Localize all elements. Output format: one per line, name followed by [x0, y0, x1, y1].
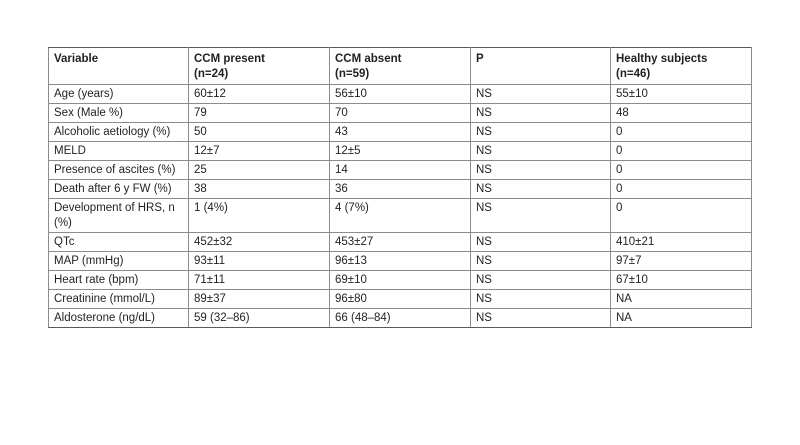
cell-healthy-subjects: NA: [611, 309, 752, 328]
data-table: [48, 47, 752, 328]
cell-p: NS: [471, 290, 611, 309]
cell-variable: Age (years): [49, 85, 189, 104]
table-row: [49, 199, 752, 233]
table-row: [49, 142, 752, 161]
table-body: [49, 85, 752, 328]
cell-variable: MAP (mmHg): [49, 252, 189, 271]
table-row: [49, 85, 752, 104]
cell-variable: Alcoholic aetiology (%): [49, 123, 189, 142]
cell-ccm-present: 1 (4%): [189, 199, 330, 233]
cell-p: NS: [471, 142, 611, 161]
cell-ccm-absent: 96±13: [330, 252, 471, 271]
cell-p: NS: [471, 123, 611, 142]
table-row: [49, 233, 752, 252]
table-row: [49, 271, 752, 290]
cell-p: NS: [471, 233, 611, 252]
cell-ccm-absent: 66 (48–84): [330, 309, 471, 328]
header-label: CCM present: [194, 53, 265, 65]
header-sublabel: (n=59): [335, 68, 370, 80]
table-row: [49, 252, 752, 271]
cell-ccm-present: 25: [189, 161, 330, 180]
cell-healthy-subjects: 97±7: [611, 252, 752, 271]
cell-ccm-present: 89±37: [189, 290, 330, 309]
cell-ccm-present: 71±11: [189, 271, 330, 290]
cell-healthy-subjects: 0: [611, 123, 752, 142]
table-row: [49, 123, 752, 142]
header-sublabel: (n=46): [616, 68, 651, 80]
cell-p: NS: [471, 309, 611, 328]
cell-variable: Development of HRS, n (%): [49, 199, 189, 233]
cell-ccm-absent: 43: [330, 123, 471, 142]
table-row: [49, 104, 752, 123]
cell-ccm-absent: 96±80: [330, 290, 471, 309]
header-ccm-present: [189, 48, 330, 85]
cell-p: NS: [471, 104, 611, 123]
cell-healthy-subjects: 0: [611, 142, 752, 161]
cell-ccm-absent: 36: [330, 180, 471, 199]
cell-ccm-absent: 14: [330, 161, 471, 180]
table-row: [49, 290, 752, 309]
cell-ccm-present: 12±7: [189, 142, 330, 161]
cell-ccm-absent: 12±5: [330, 142, 471, 161]
cell-healthy-subjects: 410±21: [611, 233, 752, 252]
header-row: [49, 48, 752, 85]
header-label: Healthy subjects: [616, 53, 708, 65]
header-label: P: [476, 53, 484, 65]
header-sublabel: (n=24): [194, 68, 229, 80]
cell-ccm-absent: 4 (7%): [330, 199, 471, 233]
cell-ccm-absent: 453±27: [330, 233, 471, 252]
cell-ccm-present: 60±12: [189, 85, 330, 104]
cell-p: NS: [471, 85, 611, 104]
cell-p: NS: [471, 252, 611, 271]
table-header: [49, 48, 752, 85]
table-row: [49, 309, 752, 328]
cell-p: NS: [471, 161, 611, 180]
cell-healthy-subjects: 48: [611, 104, 752, 123]
cell-ccm-present: 50: [189, 123, 330, 142]
cell-healthy-subjects: 0: [611, 161, 752, 180]
cell-variable: Aldosterone (ng/dL): [49, 309, 189, 328]
table-row: [49, 180, 752, 199]
header-variable: [49, 48, 189, 85]
cell-variable: Presence of ascites (%): [49, 161, 189, 180]
cell-variable: Death after 6 y FW (%): [49, 180, 189, 199]
cell-ccm-present: 38: [189, 180, 330, 199]
header-ccm-absent: [330, 48, 471, 85]
cell-healthy-subjects: 0: [611, 199, 752, 233]
cell-p: NS: [471, 271, 611, 290]
cell-ccm-present: 59 (32–86): [189, 309, 330, 328]
header-label: CCM absent: [335, 53, 402, 65]
cell-healthy-subjects: 55±10: [611, 85, 752, 104]
cell-variable: QTc: [49, 233, 189, 252]
cell-healthy-subjects: NA: [611, 290, 752, 309]
header-p: [471, 48, 611, 85]
cell-ccm-present: 79: [189, 104, 330, 123]
cell-ccm-present: 93±11: [189, 252, 330, 271]
header-healthy-subjects: [611, 48, 752, 85]
cell-p: NS: [471, 180, 611, 199]
cell-variable: Heart rate (bpm): [49, 271, 189, 290]
cell-ccm-absent: 69±10: [330, 271, 471, 290]
cell-variable: MELD: [49, 142, 189, 161]
cell-healthy-subjects: 0: [611, 180, 752, 199]
cell-p: NS: [471, 199, 611, 233]
header-label: Variable: [54, 53, 99, 65]
cell-ccm-absent: 56±10: [330, 85, 471, 104]
cell-variable: Sex (Male %): [49, 104, 189, 123]
cell-ccm-present: 452±32: [189, 233, 330, 252]
cell-variable: Creatinine (mmol/L): [49, 290, 189, 309]
cell-ccm-absent: 70: [330, 104, 471, 123]
cell-healthy-subjects: 67±10: [611, 271, 752, 290]
table-row: [49, 161, 752, 180]
